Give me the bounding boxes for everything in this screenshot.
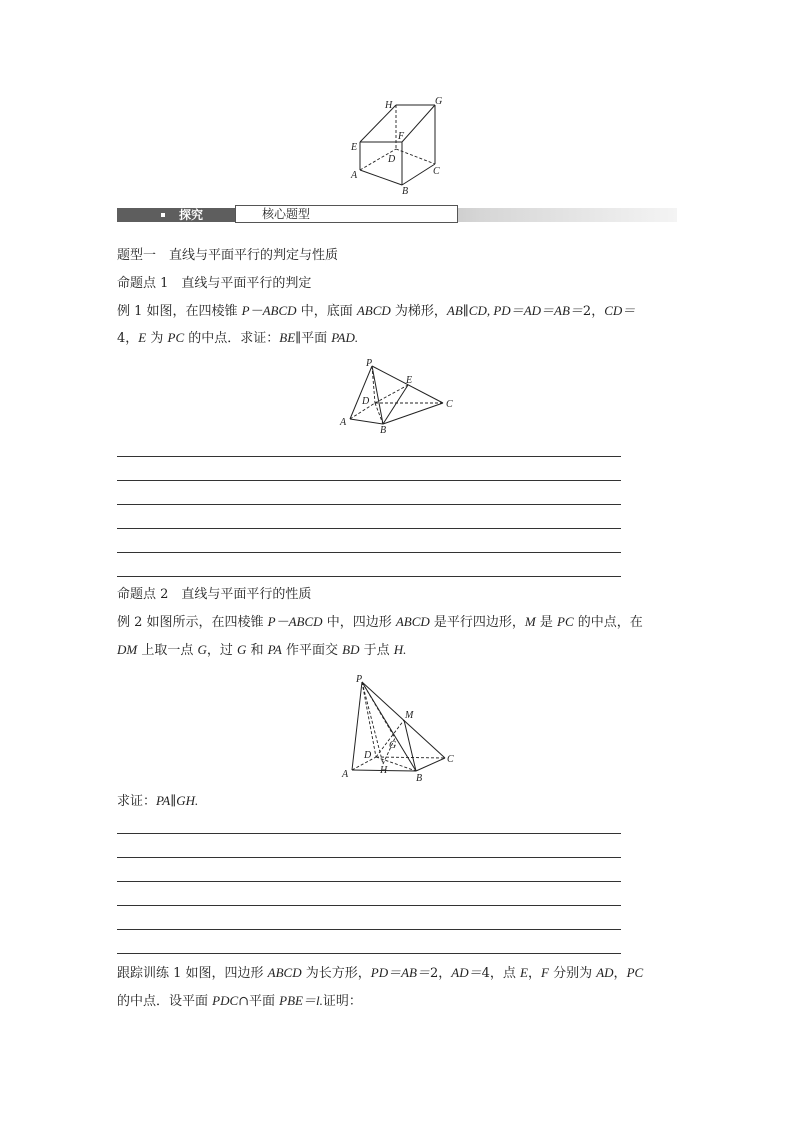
banner-label-core: 核心题型 xyxy=(262,207,311,221)
ex1-math: CD＝ xyxy=(604,303,636,318)
ex1-text: 为 xyxy=(146,331,168,346)
ex1-text: 为梯形， xyxy=(390,304,447,319)
ex2-math: H. xyxy=(393,642,407,657)
ex1-math: E xyxy=(138,330,147,345)
proof-statement xyxy=(117,793,198,810)
pyr1-label-e: E xyxy=(406,375,413,386)
ex1-text: 例 1 如图，在四棱锥 xyxy=(117,304,242,319)
example-1-line-1 xyxy=(117,303,635,320)
figure-cube xyxy=(345,92,455,196)
follow-text: 跟踪训练 1 如图，四边形 xyxy=(117,966,268,981)
cube-label-f: F xyxy=(398,131,405,142)
pyramid1-hidden-edges xyxy=(350,366,443,424)
ex1-math: P－ABCD xyxy=(241,303,297,318)
ex2-math: DM xyxy=(117,642,138,657)
pyr1-label-b: B xyxy=(380,425,387,436)
banner-label-explore: 探究 xyxy=(179,208,204,222)
follow-math: PDC xyxy=(212,993,239,1008)
pyramid1-edges xyxy=(350,366,443,424)
answer-line[interactable] xyxy=(117,881,621,882)
follow-math: F xyxy=(540,965,549,980)
answer-line[interactable] xyxy=(117,953,621,954)
ex2-text: 中，四边形 xyxy=(322,615,396,630)
cube-label-d: D xyxy=(388,154,396,165)
ex2-math: P－ABCD xyxy=(267,614,323,629)
follow-math: E xyxy=(520,965,528,980)
proof-math: PA∥GH. xyxy=(156,793,199,808)
cube-edges xyxy=(360,105,435,185)
cube-label-g: G xyxy=(435,96,443,107)
pyr2-label-g: G xyxy=(389,740,397,751)
section-heading: 题型一 直线与平面平行的判定与性质 xyxy=(117,248,339,263)
example-2-line-1 xyxy=(117,614,643,631)
ex2-math: G xyxy=(237,642,247,657)
ex2-math: PA xyxy=(267,642,282,657)
pyr2-label-m: M xyxy=(405,710,414,721)
ex1-text: 中，底面 xyxy=(296,304,357,319)
cube-label-a: A xyxy=(351,170,358,181)
ex2-text: 和 xyxy=(246,643,268,658)
follow-text: 2， xyxy=(429,966,452,981)
ex2-text: ，过 xyxy=(206,643,238,658)
ex2-math: M xyxy=(524,614,536,629)
example-2-line-2 xyxy=(117,642,406,659)
pyr2-label-b: B xyxy=(416,773,423,784)
answer-line[interactable] xyxy=(117,905,621,906)
answer-line[interactable] xyxy=(117,576,621,577)
follow-math: PD＝AB＝ xyxy=(370,965,430,980)
banner-square-icon xyxy=(161,213,165,217)
follow-text: 为长方形， xyxy=(301,966,371,981)
follow-math: AD＝ xyxy=(451,965,482,980)
follow-text: 的中点．设平面 xyxy=(117,994,213,1009)
pyr2-label-a: A xyxy=(342,769,349,780)
ex1-text: 2， xyxy=(582,304,605,319)
follow-math: PC xyxy=(626,965,644,980)
cube-label-h: H xyxy=(385,100,393,111)
ex1-math: PAD. xyxy=(331,330,359,345)
follow-text: 分别为 xyxy=(548,966,597,981)
follow-up-line-2 xyxy=(117,993,362,1010)
ex1-math: ABCD xyxy=(356,303,391,318)
cube-label-e: E xyxy=(351,142,358,153)
ex2-text: 例 2 如图所示，在四棱锥 xyxy=(117,615,268,630)
ex2-math: G xyxy=(197,642,207,657)
follow-math: AD xyxy=(596,965,614,980)
answer-line[interactable] xyxy=(117,528,621,529)
ex1-math: PC xyxy=(167,330,185,345)
ex2-math: PC xyxy=(557,614,574,629)
pyr1-label-c: C xyxy=(446,399,453,410)
follow-text: ， xyxy=(527,966,541,981)
follow-up-line-1 xyxy=(117,965,643,982)
cube-label-b: B xyxy=(402,186,409,197)
subsection-heading-1: 命题点 1 直线与平面平行的判定 xyxy=(117,276,312,291)
answer-line[interactable] xyxy=(117,480,621,481)
answer-line[interactable] xyxy=(117,929,621,930)
answer-line[interactable] xyxy=(117,504,621,505)
example-1-line-2 xyxy=(117,330,358,347)
ex2-text: 是 xyxy=(535,615,558,630)
follow-text: ， xyxy=(613,966,627,981)
banner-dark-block xyxy=(117,208,235,222)
figure-pyramid-1 xyxy=(335,356,465,436)
pyr2-label-d: D xyxy=(364,750,372,761)
proof-text: 求证： xyxy=(117,794,157,809)
follow-math: ABCD xyxy=(267,965,302,980)
answer-line[interactable] xyxy=(117,456,621,457)
ex1-text: 的中点．求证： xyxy=(184,331,280,346)
ex2-text: 于点 xyxy=(359,643,394,658)
answer-line[interactable] xyxy=(117,833,621,834)
ex2-text: 的中点，在 xyxy=(573,615,643,630)
follow-text: 证明： xyxy=(322,994,362,1009)
pyr1-label-p: P xyxy=(366,358,373,369)
answer-line[interactable] xyxy=(117,552,621,553)
cube-label-c: C xyxy=(433,166,440,177)
follow-text: 4，点 xyxy=(481,966,521,981)
ex2-text: 作平面交 xyxy=(281,643,343,658)
ex2-text: 上取一点 xyxy=(137,643,198,658)
ex2-text: 是平行四边形， xyxy=(429,615,525,630)
ex1-text: 4， xyxy=(117,331,139,346)
pyr2-label-h: H xyxy=(380,765,388,776)
ex2-math: BD xyxy=(342,642,360,657)
ex2-math: ABCD xyxy=(395,614,430,629)
figure-pyramid-2 xyxy=(338,670,463,786)
ex1-text: 平面 xyxy=(301,331,332,346)
section-banner xyxy=(117,205,677,225)
ex1-math: AB∥CD, PD＝AD＝AB＝ xyxy=(446,303,583,318)
answer-line[interactable] xyxy=(117,857,621,858)
pyr2-label-c: C xyxy=(447,754,454,765)
ex1-math: BE∥ xyxy=(279,330,302,345)
pyr1-label-a: A xyxy=(340,417,347,428)
pyr1-label-d: D xyxy=(362,396,370,407)
follow-text: ∩平面 xyxy=(238,994,280,1009)
subsection-heading-2: 命题点 2 直线与平面平行的性质 xyxy=(117,587,312,602)
follow-math: PBE＝l. xyxy=(279,993,323,1008)
pyr2-label-p: P xyxy=(356,674,363,685)
